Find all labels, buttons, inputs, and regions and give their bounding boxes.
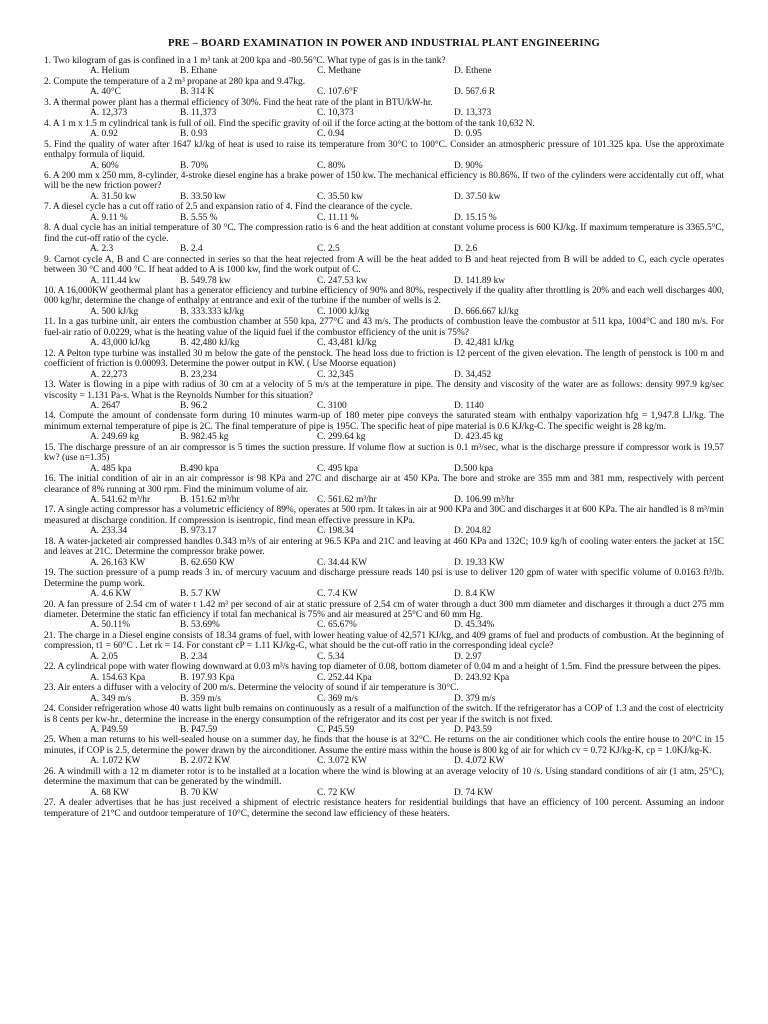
answer-option-c: C. 495 kpa (317, 463, 358, 474)
answer-option-d: D. 34,452 (454, 369, 492, 380)
answer-option-a: A. 0.92 (90, 129, 118, 140)
question-item (44, 505, 724, 536)
answer-option-c: C. 252.44 Kpa (317, 672, 372, 683)
answer-option-a: A. 485 kpa (90, 463, 132, 474)
answer-option-d: D. 42,481 kJ/kg (454, 338, 514, 349)
answer-option-c: C. 65.67% (317, 620, 357, 631)
question-stem: 21. The charge in a Diesel engine consists of 18.34 grams of fuel, with lower heating value of 42,571 KJ/kg, and 409 grams of fuel and products of combustion. At the beginning of compression, t1 = 60°C . Let rk = 14. For constant cP = 1.11 KJ/kg-C, what should be the cut-off ratio in the corresponding ideal cycle? (44, 630, 724, 652)
question-stem: 19. The suction pressure of a pump reads 3 in. of mercury vacuum and discharge pressure reads 140 psi is use to deliver 120 gpm of water with specific volume of 0.0163 ft³/lb. Determine the pump work. (44, 568, 724, 589)
answer-option-c: C. 11.11 % (317, 212, 359, 223)
answer-option-d: D.500 kpa (454, 463, 494, 474)
answer-option-c: C. 5.34 (317, 651, 345, 662)
answer-option-d: D. 74 KW (454, 787, 493, 798)
answer-options (44, 276, 724, 286)
answer-options (44, 370, 724, 380)
answer-option-c: C. 32,345 (317, 369, 354, 380)
answer-options (44, 432, 724, 442)
question-stem: 26. A windmill with a 12 m diameter rotor is to be installed at a location where the wind is blowing at an average velocity of 10 /s. Using standard conditions of air (1 atm, 25°C), determine the maximum that can be generated by the windmill. (44, 766, 724, 788)
answer-options (44, 558, 724, 568)
answer-option-b: B. 33.50 kw (180, 191, 226, 202)
answer-option-d: D. 2.97 (454, 651, 482, 662)
question-stem: 24. Consider refrigeration whose 40 watts light bulb remains on continuously as a result of a malfunction of the switch. If the refrigerator has a COP of 1.3 and the cost of electricity is 8 cents per kw-hr., determine the increase in the energy consumption of the refrigerator and its cost per year if the switch is not fixed. (44, 704, 724, 725)
answer-option-a: A. 111.44 kw (90, 275, 141, 286)
answer-option-b: B. P47.59 (180, 725, 218, 735)
question-stem: 7. A diesel cycle has a cut off ratio of 2.5 and expansion ratio of 4. Find the clearance of the cycle. (44, 202, 413, 213)
answer-option-b: B. 151.62 m³/hr (180, 495, 240, 506)
answer-option-a: A. 2.3 (90, 244, 114, 255)
answer-options (44, 725, 724, 735)
answer-options (44, 756, 724, 766)
answer-option-c: C. 2.5 (317, 244, 340, 255)
answer-options (44, 652, 724, 662)
question-item (44, 349, 724, 380)
answer-option-c: C. 43,481 kJ/kg (317, 338, 377, 349)
answer-options (44, 495, 724, 505)
answer-option-c: C. P45.59 (317, 725, 355, 735)
question-item (44, 98, 724, 119)
answer-option-d: D. 2.6 (454, 244, 478, 255)
answer-option-c: C. 198.34 (317, 526, 354, 537)
answer-option-c: C. 369 m/s (317, 693, 358, 704)
answer-options (44, 673, 724, 683)
answer-option-c: C. 35.50 kw (317, 191, 363, 202)
answer-option-d: D. 37.50 kw (454, 191, 501, 202)
question-item (44, 286, 724, 317)
answer-options (44, 161, 724, 171)
answer-option-b: B. 2.4 (180, 244, 203, 255)
answer-option-b: B. 0.93 (180, 129, 208, 140)
answer-option-d: D. 141.89 kw (454, 275, 506, 286)
question-stem: 14. Compute the amount of condensate form during 10 minutes warm-up of 180 meter pipe conveys the saturated steam with enthalpy vaporization hfg = 1,947.8 LJ/kg. The minimum external temperature of pipe is 2C. The final temperature of pipe is 195C. The specific heat of pipe material is 0.6 KJ/kg-C. The specific weight is 28 kg/m. (44, 411, 724, 432)
answer-option-c: C. 0.94 (317, 129, 345, 140)
answer-options (44, 192, 724, 202)
answer-option-a: A. 154.63 Kpa (90, 672, 146, 683)
answer-options (44, 526, 724, 536)
question-stem: 13. Water is flowing in a pipe with radius of 30 cm at a velocity of 5 m/s at the temperature in pipe. The density and viscosity of the water are as follows: density 997.9 kg/sec viscosity = 1.131 Pa-s. What is the Reynolds Number for this situation? (44, 380, 724, 401)
question-stem: 6. A 200 mm x 250 mm, 8-cylinder, 4-stroke diesel engine has a brake power of 150 kw. The mechanical efficiency is 80.86%. If two of the cylinders were accidentally cut off, what will be the new friction power? (44, 170, 724, 192)
question-stem: 15. The discharge pressure of an air compressor is 5 times the suction pressure. If volume flow at suction is 0.1 m³/sec, what is the discharge pressure if compressor work is 19.57 kw? (use n=1.35) (44, 442, 724, 464)
question-item (44, 119, 724, 140)
answer-option-b: B. 549.78 kw (180, 275, 231, 286)
answer-option-a: A. 26.163 KW (90, 557, 146, 568)
answer-option-a: A. 233.34 (90, 526, 128, 537)
question-item (44, 735, 724, 766)
question-item (44, 662, 724, 683)
answer-options (44, 244, 724, 254)
answer-options (44, 307, 724, 317)
question-stem: 11. In a gas turbine unit, air enters the combustion chamber at 550 kpa, 277°C and 43 m/s. The products of combustion leave the combustor at 511 kpa, 1004°C and 180 m/s. For fuel-air ratio of 0.0229, what is the heating value of the liquid fuel if the combustor efficiency of the unit is 75%? (44, 317, 724, 338)
question-stem: 8. A dual cycle has an initial temperature of 30 °C. The compression ratio is 6 and the heat addition at constant volume process is 600 KJ/kg. If maximum temperature is 3365.5°C, find the cut-off ratio of the cycle. (44, 223, 724, 244)
question-item (44, 767, 724, 798)
answer-option-b: B. 2.072 KW (180, 756, 230, 767)
answer-option-b: B. 42,480 kJ/kg (180, 338, 240, 349)
question-item (44, 255, 724, 286)
question-stem: 17. A single acting compressor has a volumetric efficiency of 89%, operates at 500 rpm. It takes in air at 900 KPa and 30C and discharges it at 600 KPa. The air handled is 8 m³/min measured at discharge condition. If compression is isentropic, find mean effective pressure in KPa. (44, 505, 724, 526)
question-stem: 12. A Pelton type turbine was installed 30 m below the gate of the penstock. The head loss due to friction is 12 percent of the given elevation. The length of penstock is 100 m and coefficient of friction is 0.00093. Determine the power output in KW. ( Use Moorse equation) (44, 348, 724, 370)
question-stem: 10. A 16,000KW geothermal plant has a generator efficiency and turbine efficiency of 90% and 80%, respectively if the quality after throttling is 20% and each well discharges 400, 000 kg/hr, determine the change of enthalpy at entrance and exit of the turbine if the number of wells is 2. (44, 285, 724, 307)
answer-option-b: B. 70% (180, 160, 209, 171)
question-stem: 4. A 1 m x 1.5 m cylindrical tank is full of oil. Find the specific gravity of oil if the force acting at the bottom of the tank 10,632 N. (44, 118, 535, 129)
answer-option-a: A. 43,000 kJ/kg (90, 338, 150, 349)
answer-option-d: D. 45.34% (454, 620, 495, 631)
answer-option-d: D. 19.33 KW (454, 557, 505, 568)
answer-option-b: B.490 kpa (180, 463, 219, 474)
answer-option-d: D. 567.6 R (454, 87, 496, 98)
answer-option-d: D. 204.82 (454, 526, 492, 537)
question-stem: 22. A cylindrical pope with water flowing downward at 0.03 m³/s having top diameter of 0.08, bottom diameter of 0.04 m and a height of 1.5m. Find the pressure between the pipes. (44, 662, 721, 673)
answer-option-b: B. 333.333 kJ/kg (180, 306, 245, 317)
question-item (44, 223, 724, 254)
answer-options (44, 694, 724, 704)
question-item (44, 537, 724, 568)
question-stem: 16. The initial condition of air in an air compressor is 98 KPa and 27C and discharge air at 450 KPa. The bore and stroke are 355 mm and 381 mm, respectively with percent clearance of 8% running at 300 rpm. Find the minimum volume of air. (44, 474, 724, 495)
answer-option-a: A. 9.11 % (90, 212, 128, 223)
question-item (44, 202, 724, 223)
question-item (44, 171, 724, 202)
answer-options (44, 338, 724, 348)
answer-option-a: A. 40°C (90, 87, 121, 98)
question-stem: 27. A dealer advertises that he has just received a shipment of electric resistance heaters for residential buildings that have an efficiency of 100 percent. Assuming an indoor temperature of 21°C and outdoor temperature of 10°C, determine the second law efficiency of these heaters. (44, 798, 724, 819)
answer-option-d: D. 4.072 KW (454, 756, 505, 767)
answer-option-d: D. 15.15 % (454, 212, 497, 223)
answer-option-a: A. P49.59 (90, 725, 128, 735)
answer-option-a: A. 2647 (90, 400, 121, 411)
answer-options (44, 589, 724, 599)
answer-option-c: C. 561.62 m³/hr (317, 495, 377, 506)
question-item (44, 798, 724, 819)
answer-option-b: B. 5.55 % (180, 212, 218, 223)
question-stem: 3. A thermal power plant has a thermal efficiency of 30%. Find the heat rate of the plant in BTU/kW-hr. (44, 97, 433, 108)
answer-option-b: B. 2.34 (180, 651, 208, 662)
answer-option-c: C. 299.64 kg (317, 432, 366, 443)
answer-option-a: A. 4.6 KW (90, 589, 132, 600)
answer-options (44, 87, 724, 97)
answer-option-a: A. 2.05 (90, 651, 118, 662)
answer-option-d: D. 8.4 KW (454, 589, 496, 600)
answer-option-d: D. 423.45 kg (454, 432, 503, 443)
question-item (44, 474, 724, 505)
answer-option-b: B. 23,234 (180, 369, 217, 380)
answer-options (44, 108, 724, 118)
answer-option-d: D. 90% (454, 160, 483, 171)
question-item (44, 317, 724, 348)
answer-options (44, 788, 724, 798)
answer-option-b: B. 53.69% (180, 620, 220, 631)
question-item (44, 380, 724, 411)
question-item (44, 600, 724, 631)
answer-options (44, 464, 724, 474)
answer-option-b: B. 62.650 KW (180, 557, 235, 568)
answer-option-c: C. 247.53 kw (317, 275, 368, 286)
answer-options (44, 213, 724, 223)
page-title: PRE – BOARD EXAMINATION IN POWER AND INDUSTRIAL PLANT ENGINEERING (168, 38, 600, 49)
question-stem: 2. Compute the temperature of a 2 m³ propane at 280 kpa and 9.47kg. (44, 76, 306, 87)
answer-option-a: A. 22,273 (90, 369, 128, 380)
answer-option-b: B. 982.45 kg (180, 432, 229, 443)
question-item (44, 443, 724, 474)
question-item (44, 411, 724, 442)
answer-option-b: B. Ethane (180, 66, 217, 77)
question-stem: 23. Air enters a diffuser with a velocity of 200 m/s. Determine the velocity of sound if air temperature is 30°C. (44, 683, 459, 694)
answer-option-c: C. 3.072 KW (317, 756, 367, 767)
answer-option-c: C. 1000 kJ/kg (317, 306, 370, 317)
answer-option-d: D. 666.667 kJ/kg (454, 306, 519, 317)
answer-option-a: A. 31.50 kw (90, 191, 137, 202)
question-stem: 20. A fan pressure of 2.54 cm of water t 1.42 m³ per second of air at static pressure of 2.54 cm of water through a duct 300 mm diameter and discharges it through a duct 275 mm diameter. Determine the static fan efficiency if total fan mechanical is 75% and air measured at 25°C and 60 mm Hg. (44, 599, 724, 621)
answer-option-d: D. 379 m/s (454, 693, 496, 704)
answer-options (44, 129, 724, 139)
answer-option-d: D. 13,373 (454, 108, 492, 119)
answer-option-a: A. 60% (90, 160, 119, 171)
answer-option-b: B. 197.93 Kpa (180, 672, 235, 683)
question-item (44, 683, 724, 704)
answer-options (44, 66, 724, 76)
answer-option-b: B. 359 m/s (180, 693, 221, 704)
answer-option-a: A. 500 kJ/kg (90, 306, 139, 317)
answer-option-c: C. 10,373 (317, 108, 354, 119)
answer-option-a: A. 1.072 KW (90, 756, 141, 767)
question-stem: 1. Two kilogram of gas is confined in a 1 m³ tank at 200 kpa and -80.56°C. What type of gas is in the tank? (44, 56, 446, 66)
answer-option-c: C. 107.6°F (317, 87, 358, 98)
answer-option-c: C. 3100 (317, 400, 347, 411)
question-list (44, 56, 724, 819)
answer-option-a: A. 50.11% (90, 620, 131, 631)
answer-option-a: A. 249.69 kg (90, 432, 139, 443)
answer-option-a: A. 68 KW (90, 787, 129, 798)
question-stem: 25. When a man returns to his well-sealed house on a summer day, he finds that the house is at 32°C. He returns on the air conditioner which cools the entire house to 20°C in 15 minutes, if COP is 2.5, determine the power drawn by the airconditioner. Assume the entire mass within the house is 800 kg of air for which cv = 0.72 KJ/kg-K, cp = 1.0KJ/kg-K. (44, 735, 724, 756)
question-item (44, 77, 724, 98)
answer-option-a: A. 349 m/s (90, 693, 132, 704)
answer-option-d: D. P43.59 (454, 725, 492, 735)
answer-option-b: B. 70 KW (180, 787, 219, 798)
answer-option-c: C. 72 KW (317, 787, 356, 798)
answer-option-c: C. 80% (317, 160, 346, 171)
answer-option-a: A. 12,373 (90, 108, 128, 119)
answer-options (44, 401, 724, 411)
answer-option-a: A. Helium (90, 66, 130, 77)
question-item (44, 56, 724, 77)
answer-option-d: D. 243.92 Kpa (454, 672, 510, 683)
question-item (44, 568, 724, 599)
question-stem: 9. Carnot cycle A, B and C are connected in series so that the heat rejected from A will be the heat added to B and heat rejected from B will be added to C, each cycle operates between 30 °C and 400 °C. If heat added to A is 1000 kw, find the work output of C. (44, 254, 724, 276)
answer-options (44, 620, 724, 630)
answer-option-d: D. 1140 (454, 400, 484, 411)
answer-option-c: C. Methane (317, 66, 361, 77)
answer-option-b: B. 314 K (180, 87, 215, 98)
answer-option-b: B. 96.2 (180, 400, 208, 411)
answer-option-a: A. 541.62 m³/hr (90, 495, 151, 506)
question-stem: 5. Find the quality of water after 1647 kJ/kg of heat is used to raise its temperature from 30°C to 100°C. Consider an atmospheric pressure of 101.325 kpa. Use the approximate enthalpy formula of liquid. (44, 139, 724, 161)
answer-option-d: D. Ethene (454, 66, 492, 77)
answer-option-b: B. 5.7 KW (180, 589, 221, 600)
answer-option-d: D. 106.99 m³/hr (454, 495, 515, 506)
answer-option-b: B. 973.17 (180, 526, 217, 537)
answer-option-d: D. 0.95 (454, 129, 482, 140)
question-stem: 18. A water-jacketed air compressed handles 0.343 m³/s of air entering at 96.5 KPa and 21C and leaving at 460 KPa and 132C; 10.9 kg/h of cooling water enters the jacket at 15C and leaves at 21C. Determine the compressor brake power. (44, 536, 724, 558)
answer-option-b: B. 11,373 (180, 108, 217, 119)
question-item (44, 704, 724, 735)
question-item (44, 631, 724, 662)
answer-option-c: C. 7.4 KW (317, 589, 358, 600)
question-item (44, 140, 724, 171)
answer-option-c: C. 34.44 KW (317, 557, 367, 568)
